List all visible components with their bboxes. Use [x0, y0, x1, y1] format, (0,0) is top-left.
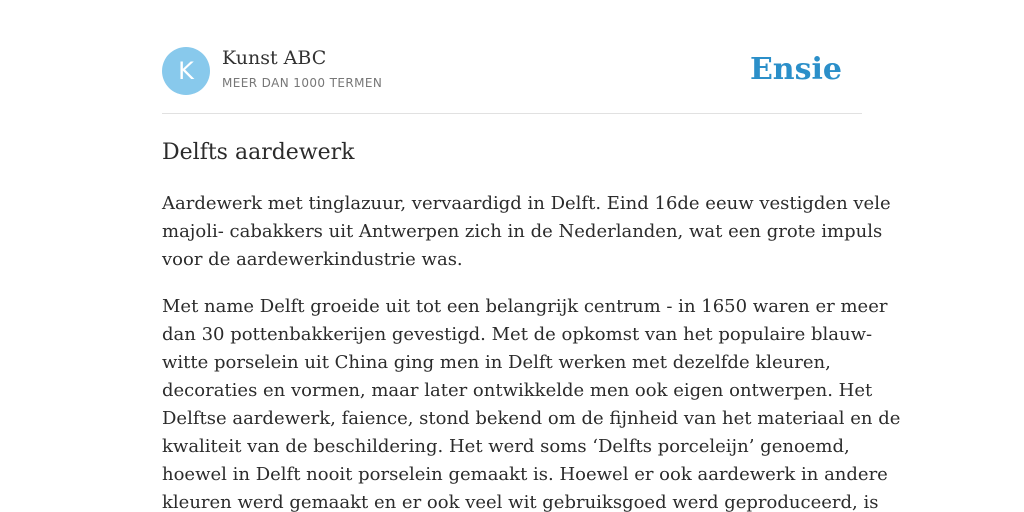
paragraph-line: hoewel in Delft nooit porselein gemaakt is. Hoewel er ook aardewerk in andere	[162, 464, 888, 485]
ensie-logo[interactable]: Ensie	[749, 52, 842, 87]
paragraph-line: Met name Delft groeide uit tot een belangrijk centrum - in 1650 waren er meer	[162, 296, 888, 317]
article-body	[162, 190, 901, 512]
article-title: Delfts aardewerk	[162, 140, 355, 165]
content-container	[162, 0, 901, 512]
paragraph-line: majoli- cabakkers uit Antwerpen zich in de Nederlanden, wat een grote impuls	[162, 221, 883, 242]
source-name-link[interactable]: Kunst ABC	[222, 47, 327, 69]
paragraph-line: Aardewerk met tinglazuur, vervaardigd in Delft. Eind 16de eeuw vestigden vele	[162, 193, 891, 214]
paragraph-line: dan 30 pottenbakkerijen gevestigd. Met de opkomst van het populaire blauw-	[162, 324, 873, 345]
paragraph-line: decoraties en vormen, maar later ontwikkelde men ook eigen ontwerpen. Het	[162, 380, 873, 401]
source-term-count: MEER DAN 1000 TERMEN	[222, 76, 383, 90]
paragraph-line: witte porselein uit China ging men in Delft werken met dezelfde kleuren,	[162, 352, 831, 373]
paragraph-2	[162, 293, 901, 512]
paragraph-line: kwaliteit van de beschildering. Het werd soms ‘Delfts porceleijn’ genoemd,	[162, 436, 850, 457]
paragraph-line: voor de aardewerkindustrie was.	[162, 249, 463, 270]
source-avatar[interactable]: K	[162, 47, 210, 95]
source-header	[162, 0, 862, 114]
paragraph-line: kleuren werd gemaakt en er ook veel wit gebruiksgoed werd geproduceerd, is	[162, 492, 879, 512]
paragraph-1	[162, 190, 891, 274]
paragraph-line: Delftse aardewerk, faience, stond bekend om de fijnheid van het materiaal en de	[162, 408, 901, 429]
